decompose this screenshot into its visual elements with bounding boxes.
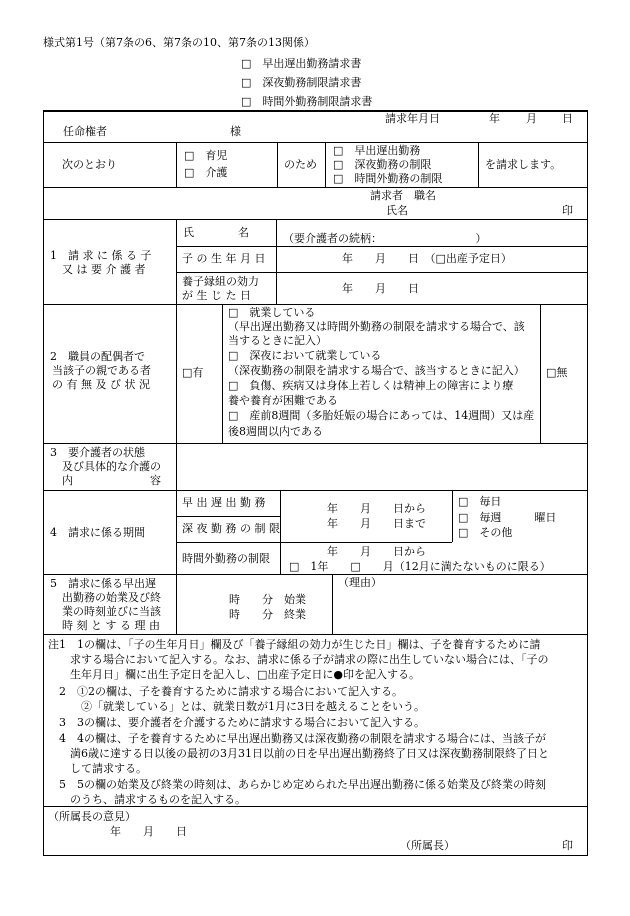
option-overtime-limit: □ 時間外勤務の制限 bbox=[333, 172, 443, 185]
note-line: 3 3の欄は、要介護者を介護するために請求する場合において記入する。 bbox=[48, 716, 425, 729]
overtime-period-options[interactable]: □ 1年 □ 月（12月に満たないものに限る） bbox=[289, 560, 551, 573]
supervisor-seal: 印 bbox=[562, 839, 573, 852]
requester-title-label: 請求者 職名 bbox=[370, 189, 436, 202]
section2-label-line2: 当該子の親である者 bbox=[52, 364, 151, 377]
early-late-work-label: 早 出 遅 出 勤 務 bbox=[182, 496, 266, 509]
section1-label-line2: 又 は 要 介 護 者 bbox=[62, 263, 146, 276]
option-early-late-work: □ 早出遅出勤務 bbox=[333, 144, 421, 157]
section4-label: 4 請求に係る期間 bbox=[50, 526, 145, 539]
title-option-night: □ 深夜勤務制限請求書 bbox=[241, 76, 362, 89]
supervisor-opinion-label: （所属長の意見） bbox=[48, 810, 136, 823]
note-line: 求する場合において記入する。なお、請求に係る子が請求の際に出生していない場合には、「子の bbox=[48, 653, 549, 666]
dependent-relationship-field[interactable]: （要介護者の続柄： ） bbox=[283, 232, 487, 245]
freq-weekly-checkbox[interactable]: □ 毎週 曜日 bbox=[458, 511, 557, 524]
child-name-label: 氏 名 bbox=[183, 226, 249, 239]
adoption-date-label-line1: 養子縁組の効力 bbox=[182, 275, 259, 288]
spouse-detail-line: 当するときに記入） bbox=[228, 334, 327, 347]
note-line: 注1 1の欄は、「子の生年月日」欄及び「養子縁組の効力が生じた日」欄は、子を養育するために請 bbox=[48, 638, 541, 651]
section1-label-line1: 1 請 求 に 係 る 子 bbox=[50, 249, 152, 262]
purpose-suffix: を請求します。 bbox=[485, 158, 562, 171]
end-time-field[interactable]: 時 分 終業 bbox=[229, 608, 306, 621]
spouse-has-checkbox[interactable]: □有 bbox=[182, 366, 204, 379]
care-status-field[interactable] bbox=[177, 444, 587, 489]
option-night-work-limit: □ 深夜勤務の制限 bbox=[333, 158, 432, 171]
title-option-early-late: □ 早出遅出勤務請求書 bbox=[241, 57, 362, 70]
birth-date-field[interactable]: 年 月 日 （□出産予定日） bbox=[342, 252, 512, 265]
period-to-field[interactable]: 年 月 日まで bbox=[327, 517, 426, 530]
birth-date-label: 子 の 生 年 月 日 bbox=[182, 252, 266, 265]
note-line: 5 5の欄の始業及び終業の時刻は、あらかじめ定められた早出遅出勤務に係る始業及び終業の時刻 bbox=[48, 778, 546, 791]
reason-field[interactable]: （理由） bbox=[338, 576, 382, 589]
adoption-date-label-line2: が 生 じ た 日 bbox=[182, 289, 251, 302]
note-line: 生年月日」欄に出生予定日を記入し、□出産予定日に●印を記入する。 bbox=[48, 668, 420, 681]
appointer-honorific: 様 bbox=[230, 125, 241, 138]
adoption-date-field[interactable]: 年 月 日 bbox=[342, 282, 419, 295]
note-line: して請求する。 bbox=[48, 762, 147, 775]
form-number: 様式第1号（第7条の6、第7条の10、第7条の13関係） bbox=[43, 36, 315, 49]
spouse-detail-line: 後8週間以内である bbox=[228, 425, 323, 438]
spouse-detail-line: （深夜勤務の制限を請求する場合で、該当するときに記入） bbox=[228, 364, 525, 377]
section5-label-line2: 出勤務の始業及び終 bbox=[62, 591, 161, 604]
section3-label-line1: 3 要介護者の状態 bbox=[50, 446, 145, 459]
start-time-field[interactable]: 時 分 始業 bbox=[229, 593, 306, 606]
section3-label-line3: 内 容 bbox=[62, 474, 161, 487]
option-childcare: □ 育児 bbox=[184, 149, 228, 162]
freq-daily-checkbox[interactable]: □ 毎日 bbox=[458, 495, 502, 508]
note-line: 4 4の欄は、子を養育するために早出遅出勤務又は深夜勤務の制限を請求する場合には、当該子が bbox=[48, 732, 546, 745]
request-date-year: 年 bbox=[489, 112, 500, 125]
requester-name-label: 氏名 bbox=[386, 204, 408, 217]
spouse-detail-line: 養や養育が困難である bbox=[228, 394, 338, 407]
supervisor-title: （所属長） bbox=[400, 839, 455, 852]
section2-label-line1: 2 職員の配偶者で bbox=[50, 350, 145, 363]
purpose-middle: のため bbox=[284, 158, 317, 171]
note-line: 2 ①2の欄は、子を養育するために請求する場合において記入する。 bbox=[48, 685, 403, 698]
request-date-label: 請求年月日 bbox=[385, 112, 440, 125]
spouse-detail-line[interactable]: □ 負傷、疾病又は身体上若しくは精神上の障害により療 bbox=[228, 379, 514, 392]
section5-label-line4: 時 刻 と す る 理 由 bbox=[62, 619, 160, 632]
note-line: ②「就業している」とは、就業日数が1月に3日を越えることをいう。 bbox=[48, 700, 425, 713]
section2-label-line3: の 有 無 及 び 状 況 bbox=[52, 378, 150, 391]
spouse-detail-line[interactable]: □ 就業している bbox=[228, 306, 316, 319]
overtime-from-field[interactable]: 年 月 日から bbox=[327, 545, 426, 558]
overtime-limit-label: 時間外勤務の制限 bbox=[182, 552, 270, 565]
spouse-detail-line[interactable]: □ 産前8週間（多胎妊娠の場合にあっては、14週間）又は産 bbox=[228, 409, 535, 422]
appointer-label: 任命権者 bbox=[63, 125, 107, 138]
title-option-overtime: □ 時間外勤務制限請求書 bbox=[241, 95, 373, 108]
spouse-detail-line: （早出遅出勤務又は時間外勤務の制限を請求する場合で、該 bbox=[228, 320, 525, 333]
supervisor-date-field[interactable]: 年 月 日 bbox=[110, 825, 187, 838]
request-date-month: 月 bbox=[526, 112, 537, 125]
freq-other-checkbox[interactable]: □ その他 bbox=[458, 526, 513, 539]
purpose-prefix: 次のとおり bbox=[62, 158, 117, 171]
option-nursing-care: □ 介護 bbox=[184, 166, 228, 179]
period-from-field[interactable]: 年 月 日から bbox=[327, 502, 426, 515]
section5-label-line3: 業の時刻並びに当該 bbox=[62, 605, 161, 618]
spouse-none-checkbox[interactable]: □無 bbox=[546, 366, 568, 379]
requester-seal: 印 bbox=[562, 204, 573, 217]
section3-label-line2: 及び具体的な介護の bbox=[62, 460, 161, 473]
night-work-limit-label: 深 夜 勤 務 の 制 限 bbox=[182, 522, 280, 535]
request-date-day: 日 bbox=[562, 112, 573, 125]
section5-label-line1: 5 請求に係る早出遅 bbox=[50, 577, 156, 590]
note-line: のうち、請求するものを記入する。 bbox=[48, 793, 246, 806]
note-line: 満6歳に達する日以後の最初の3月31日以前の日を早出遅出勤務終了日又は深夜勤務制限終了日と bbox=[48, 747, 549, 760]
spouse-detail-line[interactable]: □ 深夜において就業している bbox=[228, 349, 382, 362]
